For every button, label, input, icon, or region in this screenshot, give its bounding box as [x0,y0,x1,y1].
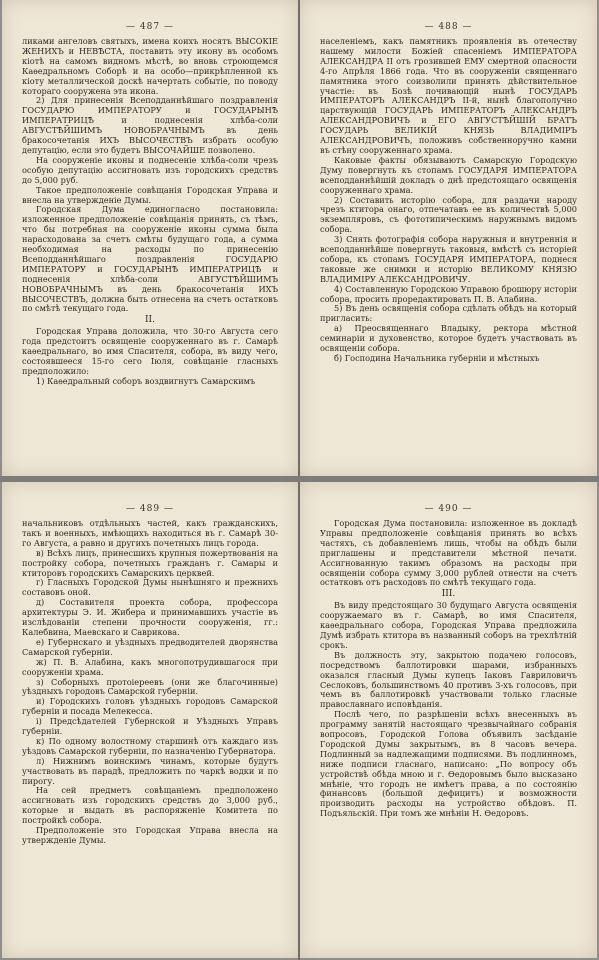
paragraph: в) Всѣхъ лицъ, принесшихъ крупныя пожертвованія на постройку собора, почетныхъ гражданъ г. Самары и ктиторовъ городскихъ Самарскихъ церквей. [22,547,278,578]
paragraph: Городская Управа доложила, что 30-го Августа сего года предстоитъ освященіе сооруженнаго въ г. Самарѣ каѳедральнаго, во имя Спасителя, собора, въ виду чего, состоявшееся 15-го сего Іюля, совѣщаніе гласныхъ предположило: [22,326,278,376]
paragraph: На сооруженіе иконы и поднесеніе хлѣба-соли чрезъ особую депутацію ассигновать изъ городскихъ средствъ до 5,000 руб. [22,154,278,185]
page-number: — 490 — [424,504,473,514]
page-number: — 487 — [126,22,174,32]
page-number: — 488 — [424,22,473,32]
paragraph: і) Предсѣдателей Губернской и Уѣздныхъ Управъ губерніи. [22,716,278,737]
paragraph: Послѣ чего, по разрѣшеніи всѣхъ внесенныхъ въ программу занятій настоящаго чрезвычайнаго собранія вопросовъ, Городской Голова объявилъ засѣданіе Городской Думы закрытымъ, въ 8 часовъ вечера. Подлинный за надлежащими подписями. Въ подлинномъ, ниже подписи гласнаго, написано: „По вопросу объ устройствѣ обѣда мною и г. Ѳедоровымъ было высказано мнѣніе, что городъ не имѣетъ права, а по состоянію финансовъ (большой дефицитъ) и возможности производить расходы на устройство обѣдовъ. П. Подъяльскій. При томъ же мнѣніи Н. Ѳедоровъ. [320,709,577,819]
paragraph: г) Гласныхъ Городской Думы нынѣшняго и прежнихъ составовъ оной. [22,577,278,598]
paragraph: е) Губернскаго и уѣздныхъ предводителей дворянства Самарской губерніи. [22,636,278,657]
paragraph: 2) Составить исторію собора, для раздачи народу чрезъ ктитора онаго, отпечатавъ ее въ количествѣ 5,000 экземпляровъ, съ фототипическимъ наружнымъ видомъ собора. [320,194,577,235]
paragraph: Городская Дума единогласно постановила: изложенное предположеніе совѣщанія принять, съ тѣмъ, что бы потребная на сооруженіе иконы сумма была нарасходована за счетъ смѣты будущаго года, а сумма необходимая на расходы по принесенію Всеподданнѣйшаго поздравленія ГОСУДАРЮ ИМПЕРАТОРУ и ГОСУДАРЫНѢ ИМПЕРАТРИЦѢ и поднесенія хлѣба-соли АВГУСТѢЙШИМЪ НОВОБРАЧНЫМЪ въ день бракосочетанія ИХЪ ВЫСОЧЕСТВЪ, должна быть отнесена на счетъ остатковъ по смѣтѣ текущаго года. [22,204,278,314]
paragraph: 1) Каѳедральный соборъ воздвигнутъ Самарскимъ [36,375,256,386]
paragraph: Каковые факты обязываютъ Самарскую Городскую Думу повергнуть къ стопамъ ГОСУДАРЯ ИМПЕРАТОРА всеподданнѣйшій докладъ о днѣ предстоящаго освященія сооруженнаго храма. [320,154,577,195]
paragraph: Городская Дума постановила: изложенное въ докладѣ Управы предположеніе совѣщанія принять во всѣхъ частяхъ, съ добавленіемъ лишь, чтобы на обѣдъ были приглашены и представители мѣстной печати. Ассигнованную такимъ образомъ на расходы при освященіи собора сумму 3,000 рублей отнести на счетъ остатковъ отъ расходовъ по смѣтѣ текущаго года. [320,518,577,588]
section-heading: III. [441,589,456,600]
paragraph: На сей предметъ совѣщаніемъ предположено ассигновать изъ городскихъ средствъ до 3,000 руб., которые и выдать въ распоряженіе Комитета по постройкѣ собора. [22,785,278,826]
paragraph: 3) Снять фотографія собора наружныя и внутреннія и всеподданнѣйше повергнуть таковыя, вмѣстѣ съ исторіей собора, къ стопамъ ГОСУДАРЯ ИМПЕРАТОРА, поднеся таковые же снимки и исторію ВЕЛИКОМУ КНЯЗЮ ВЛАДИМІРУ АЛЕКСАНДРОВИЧУ. [320,234,577,284]
paragraph: Такое предположеніе совѣщанія Городская Управа и внесла на утвержденіе Думы. [22,184,278,205]
page-number: — 489 — [126,504,174,514]
paragraph: 5) Въ день освященія собора сдѣлать обѣдъ на который пригласить: [320,303,577,324]
paragraph: Въ должность эту, закрытою подачею голосовъ, посредствомъ баллотировки шарами, избранныхъ оказался гласный Думы купецъ Іаковъ Гавриловичъ Сеслоковъ, большинствомъ 40 противъ 3-хъ голосовъ, при чемъ въ баллотировкѣ участвовали только гласные православнаго исповѣданія. [320,649,577,710]
page-489 [2,482,298,958]
paragraph: 4) Составленную Городскою Управою брошюру исторіи собора, просить проредактировать П. В. Алабина. [320,283,577,304]
paragraph: л) Нижнимъ воинскимъ чинамъ, которые будутъ участвовать въ парадѣ, предложить по чаркѣ водки и по пирогу. [22,755,278,786]
paragraph: к) По одному волостному старшинѣ отъ каждаго изъ уѣздовъ Самарской губерніи, по назначенію Губернатора. [22,735,278,756]
paragraph: ликами ангеловъ святыхъ, имена коихъ носятъ ВЫСОКІЕ ЖЕНИХЪ и НЕВѢСТА, поставить эту икону въ особомъ кіотѣ на самомъ видномъ мѣстѣ, во вновь строющемся Каѳедральномъ Соборѣ и на особо—прикрѣпленной къ кіоту металлической доскѣ начертать событіе, по поводу котораго сооружена эта икона. [22,36,278,96]
paragraph: Въ виду предстоящаго 30 будущаго Августа освященія сооружаемаго въ г. Самарѣ, во имя Спасителя, каѳедральнаго собора, Городская Управа предложила Думѣ избрать ктитора въ названный соборъ на трехлѣтній срокъ. [320,600,577,650]
paragraph: а) Преосвященнаго Владыку, ректора мѣстной семинаріи и духовенство, которое будетъ участвовать въ освященіи собора. [320,323,577,354]
page-487 [2,0,298,476]
page-490 [300,482,597,958]
paragraph: з) Соборныхъ протоіереевъ (они же благочинные) уѣздныхъ городовъ Самарской губерніи. [22,676,278,697]
paragraph: ж) П. В. Алабина, какъ многопотрудившагося при сооруженіи храма. [22,656,278,677]
paragraph: д) Составителя проекта собора, профессора архитектуры Э. И. Жибера и принимавшихъ участіе въ изслѣдованіи степени прочности сооруженія, гг.: Калебвина, Маевскаго и Саврикова. [22,597,278,637]
page-body [2,37,298,387]
paragraph: начальниковъ отдѣльныхъ частей, какъ гражданскихъ, такъ и военныхъ, имѣющихъ находиться въ г. Самарѣ 30-го Августа, а равно и другихъ почетныхъ лицъ города. [22,518,278,548]
paragraph: Предположеніе это Городская Управа внесла на утвержденіе Думы. [22,825,278,845]
page-body [300,37,597,364]
paragraph: и) Городскихъ головъ уѣздныхъ городовъ Самарской губерніи и посада Мелекесса. [22,696,278,717]
page-488 [300,0,597,476]
paragraph: 2) Для принесенія Всеподданнѣйшаго поздравленія ГОСУДАРЮ ИМПЕРАТОРУ и ГОСУДАРЫНѢ ИМПЕРАТРИЦѢ и поднесенія хлѣба-соли АВГУСТѢЙШИМЪ НОВОБРАЧНЫМЪ въ день бракосочетанія ИХЪ ВЫСОЧЕСТВЪ избрать особую депутацію, если это будетъ ВЫСОЧАЙШЕ позволено. [22,95,278,155]
paragraph: б) Господина Начальника губерніи и мѣстныхъ [334,353,540,363]
paragraph: населеніемъ, какъ памятникъ проявленія въ отечеству нашему милости Божіей спасеніемъ ИМПЕРАТОРА АЛЕКСАНДРА II отъ грозившей ЕМУ смертной опасности 4-го Апрѣля 1866 года. Что въ сооруженіи священнаго памятника этого соизволили принять дѣйствительное участіе: въ Бозѣ почивающій нынѣ ГОСУДАРЬ ИМПЕРАТОРЪ АЛЕКСАНДРЪ II-й, нынѣ благополучно царствующій ГОСУДАРЬ ИМПЕРАТОРЪ АЛЕКСАНДРЪ АЛЕКСАНДРОВИЧЪ и ЕГО АВГУСТѢЙШІЙ БРАТЪ ГОСУДАРЬ ВЕЛИКІЙ КНЯЗЬ ВЛАДИМІРЪ АЛЕКСАНДРОВИЧЪ, положивъ собственноручно камни въ стѣну сооруженнаго храма. [320,36,577,155]
page-body [300,519,597,819]
page-body [2,519,298,846]
horizontal-fold [0,476,599,482]
section-heading: II. [145,315,155,326]
